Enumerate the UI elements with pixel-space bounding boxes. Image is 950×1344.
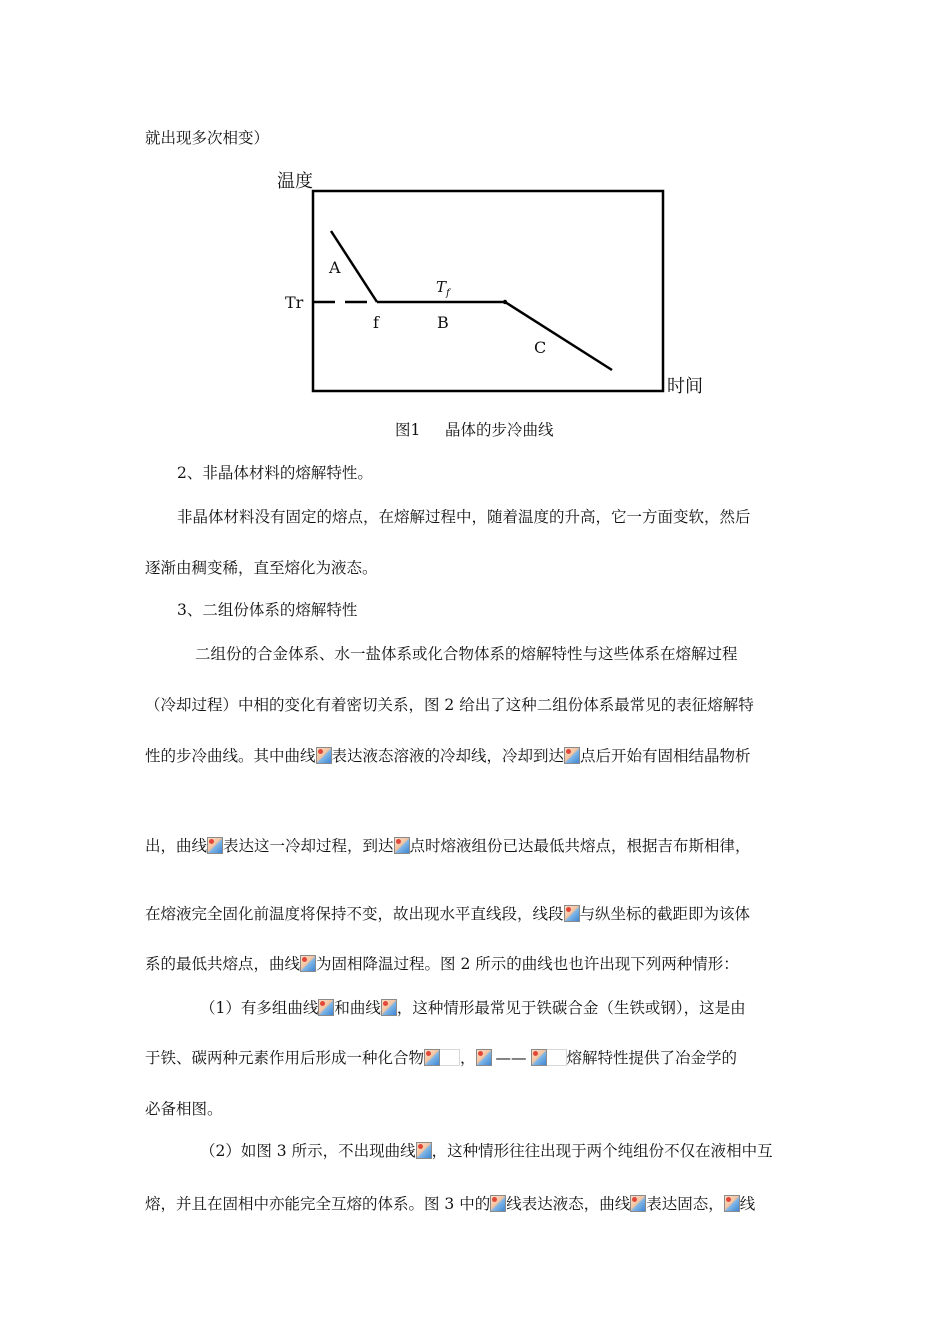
formula-image-icon [531, 1049, 547, 1066]
line4-text-b: 表达这一冷却过程，到达 [223, 837, 394, 855]
section2-para-line1: 非晶体材料没有固定的熔点，在熔解过程中，随着温度的升高，它一方面变软，然后 [177, 508, 751, 526]
formula-image-icon [564, 905, 580, 922]
line10-text-b: ，这种情形往往出现于两个纯组份不仅在液相中互 [431, 1142, 773, 1160]
line7-text-c: ，这种情形最常见于铁碳合金（生铁或钢），这是由 [396, 999, 746, 1017]
section3-line2: （冷却过程）中相的变化有着密切关系，图 2 给出了这种二组份体系最常见的表征熔解特 [145, 696, 754, 714]
line5-text-a: 在熔液完全固化前温度将保持不变，故出现水平直线段，线段 [145, 905, 564, 923]
figure1-caption: 图1 晶体的步冷曲线 [395, 421, 554, 439]
curve-c [505, 302, 612, 370]
section3-line8 [145, 1048, 737, 1068]
line5-text-b: 与纵坐标的截距即为该体 [579, 905, 751, 923]
label-a: A [329, 258, 341, 277]
section3-line6 [145, 954, 739, 974]
section3-heading: 3、二组份体系的熔解特性 [177, 601, 358, 619]
line8-text-c: —— [495, 1049, 527, 1067]
blank-box [440, 1049, 460, 1066]
formula-image-icon [207, 837, 223, 854]
line8-text-a: 于铁、碳两种元素作用后形成一种化合物 [145, 1049, 425, 1067]
formula-image-icon [381, 999, 397, 1016]
label-b: B [437, 313, 449, 332]
line7-text-a: （1）有多组曲线 [200, 999, 319, 1017]
section3-line5 [145, 904, 750, 924]
label-c: C [534, 338, 547, 357]
line6-text-b: 为固相降温过程。图 2 所示的曲线也也许出现下列两种情形： [316, 955, 739, 973]
line11-text-b: 线表达液态，曲线 [506, 1195, 631, 1213]
line10-text-a: （2）如图 3 所示，不出现曲线 [200, 1142, 416, 1160]
line4-text-a: 出，曲线 [145, 837, 208, 855]
x-axis-label: 时间 [667, 376, 703, 397]
intro-line: 就出现多次相变） [145, 129, 270, 147]
line11-text-c: 表达固态， [646, 1195, 724, 1213]
label-tf: $T_f$ [436, 278, 450, 299]
formula-image-icon [564, 747, 580, 764]
line6-text-a: 系的最低共熔点，曲线 [145, 955, 301, 973]
y-axis-label: 温度 [277, 171, 313, 192]
section3-line10 [200, 1141, 773, 1161]
line4-text-c: 点时熔液组份已达最低共熔点，根据吉布斯相律， [409, 837, 751, 855]
formula-image-icon [630, 1195, 646, 1212]
formula-image-icon [476, 1049, 492, 1066]
line7-text-b: 和曲线 [334, 999, 381, 1017]
plot-frame [313, 191, 663, 391]
line11-text-a: 熔，并且在固相中亦能完全互熔的体系。图 3 中的 [145, 1195, 491, 1213]
line8-text-b: ， [460, 1049, 476, 1067]
line11-text-d: 线 [739, 1195, 756, 1213]
line3-text-c: 点后开始有固相结晶物析 [580, 747, 751, 765]
formula-image-icon [416, 1142, 432, 1159]
formula-image-icon [318, 999, 334, 1016]
blank-box [547, 1049, 567, 1066]
formula-image-icon [300, 955, 316, 972]
formula-image-icon [490, 1195, 506, 1212]
section3-line11 [145, 1194, 755, 1214]
section3-line4 [145, 836, 751, 856]
line8-text-d: 熔解特性提供了冶金学的 [566, 1049, 738, 1067]
label-f: f [373, 313, 379, 332]
section2-para-line2: 逐渐由稠变稀，直至熔化为液态。 [145, 559, 378, 577]
section2-heading: 2、非晶体材料的熔解特性。 [177, 464, 373, 482]
section3-line3 [145, 746, 751, 766]
line3-text-b: 表达液态溶液的冷却线，冷却到达 [331, 747, 565, 765]
formula-image-icon [424, 1049, 440, 1066]
line3-text-a: 性的步冷曲线。其中曲线 [145, 747, 316, 765]
section3-line9: 必备相图。 [145, 1100, 223, 1118]
formula-image-icon [316, 747, 332, 764]
section3-line7 [200, 998, 746, 1018]
formula-image-icon [394, 837, 410, 854]
label-tr: Tr [285, 293, 304, 312]
formula-image-icon [724, 1195, 740, 1212]
section3-line1: 二组份的合金体系、水一盐体系或化合物体系的熔解特性与这些体系在熔解过程 [195, 645, 738, 663]
